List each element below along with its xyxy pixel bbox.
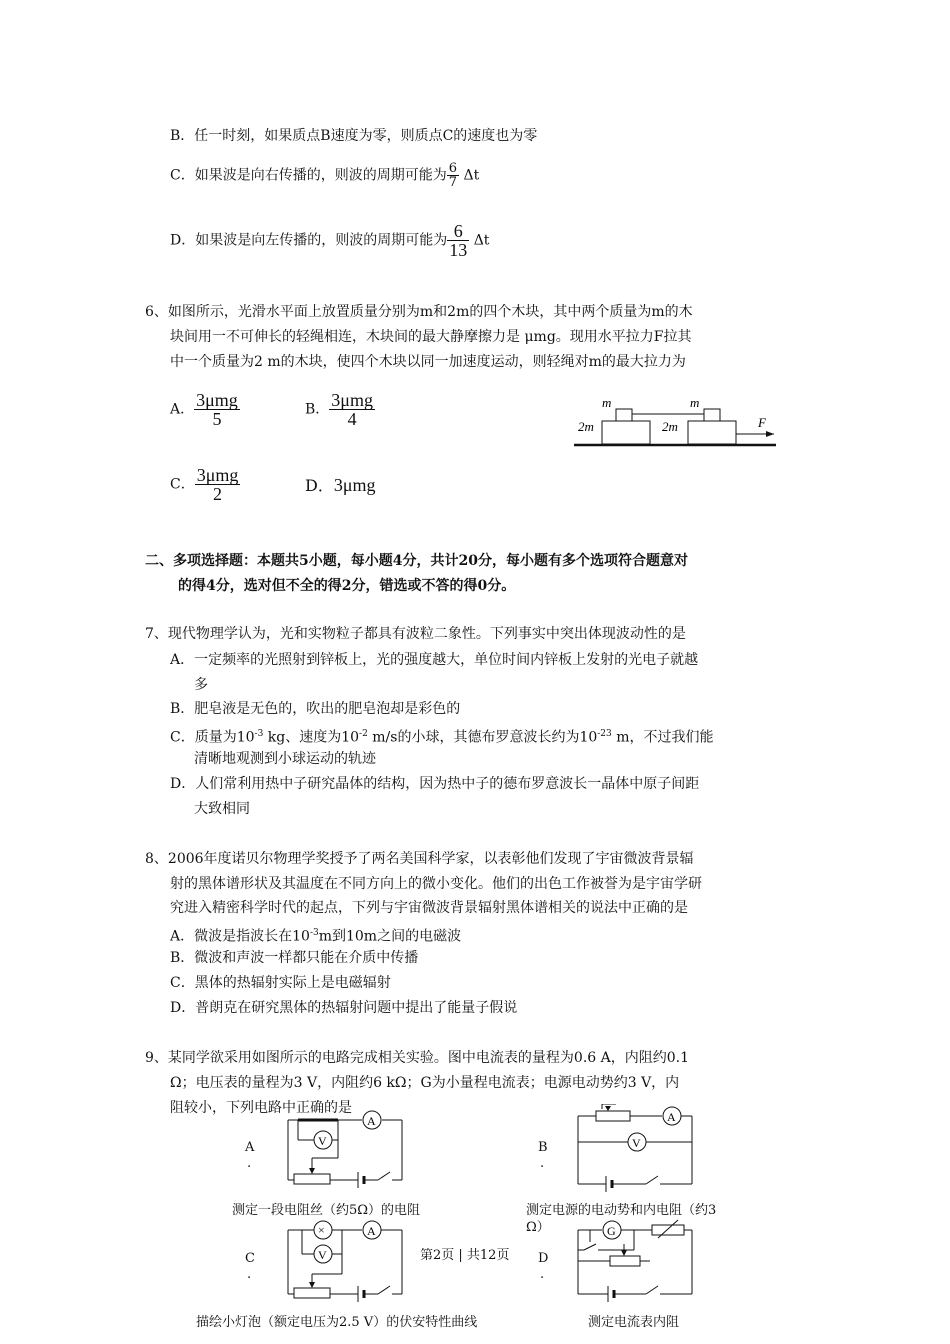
q5-option-d-delta: Δt xyxy=(473,232,490,249)
q6-option-c: C． $\frac{\text{3μmg}}{2}$ xyxy=(170,465,239,504)
q6-fig-2m-1: 2m xyxy=(578,419,594,434)
q7-option-a-line2: 多 xyxy=(194,677,208,693)
q9-circuit-b xyxy=(570,1104,700,1194)
q9-fig-a-voltmeter: V xyxy=(318,1134,327,1148)
q6-fig-m1: m xyxy=(602,395,612,410)
q9-fig-d-dot: . xyxy=(540,1267,545,1282)
q6-stem-line1: 6、如图所示，光滑水平面上放置质量分别为m和2m的四个木块，其中两个质量为m的木 xyxy=(145,304,693,320)
q9-fig-b-ammeter: A xyxy=(667,1110,676,1124)
q9-fig-d-galvanometer: G xyxy=(607,1224,616,1238)
q5-option-d xyxy=(170,222,489,259)
q6-option-a: A． $\frac{\text{3μmg}}{5}$ xyxy=(170,390,238,429)
q9-caption-d: 测定电流表内阻 xyxy=(588,1315,680,1330)
q5-option-d-fraction: $\frac{6}{13}$ xyxy=(449,221,468,260)
q9-caption-a: 测定一段电阻丝（约5Ω）的电阻 xyxy=(232,1203,421,1218)
q9-stem-line3: 阻较小，下列电路中正确的是 xyxy=(170,1100,352,1116)
q9-fig-b-dot: . xyxy=(540,1156,545,1171)
q6-fig-force: F xyxy=(758,415,766,430)
q9-stem-line2: Ω；电压表的量程为3 V，内阻约6 kΩ；G为小量程电流表；电源电动势约3 V，内 xyxy=(170,1075,680,1091)
q9-caption-c: 描绘小灯泡（额定电压为2.5 V）的伏安特性曲线 xyxy=(196,1315,478,1330)
q6-option-b: B． $\frac{\text{3μmg}}{4}$ xyxy=(305,390,373,429)
q5-option-c-fraction: $\frac{6}{7}$ xyxy=(448,161,457,190)
q5-option-c-delta: Δt xyxy=(463,167,480,184)
q6-stem-line2: 块间用一不可伸长的轻绳相连，木块间的最大静摩擦力是 μmg。现用水平拉力F拉其 xyxy=(170,329,692,345)
q7-option-b: B．肥皂液是无色的，吹出的肥皂泡却是彩色的 xyxy=(170,701,461,717)
q9-fig-b-voltmeter: V xyxy=(632,1136,641,1150)
q6-fig-m2: m xyxy=(690,395,700,410)
q7-option-a-line1: A．一定频率的光照射到锌板上，光的强度越大，单位时间内锌板上发射的光电子就越 xyxy=(170,652,699,668)
q5-option-b: B．任一时刻，如果质点B速度为零，则质点C的速度也为零 xyxy=(170,128,538,144)
q7-stem: 7、现代物理学认为，光和实物粒子都具有波粒二象性。下列事实中突出体现波动性的是 xyxy=(145,626,686,642)
q9-fig-c-voltmeter: V xyxy=(318,1248,327,1262)
q9-circuit-c xyxy=(280,1218,410,1302)
q8-option-b: B．微波和声波一样都只能在介质中传播 xyxy=(170,950,419,966)
q9-fig-a-dot: . xyxy=(247,1156,252,1171)
q9-fig-b-label: B xyxy=(538,1140,548,1155)
q9-fig-c-lamp: × xyxy=(318,1223,325,1237)
q6-blocks-figure xyxy=(570,393,785,453)
q7-option-c-line1: C．质量为$10^{-3}$ kg、速度为$10^{-2}$ m/s的小球，其德布罗意波长约为$10^{-23}$ m，不过我们能 xyxy=(170,729,714,746)
q5-option-c-text: C．如果波是向右传播的，则波的周期可能为 xyxy=(170,167,447,184)
q9-caption-b-line1: 测定电源的电动势和内电阻（约3 xyxy=(526,1203,717,1218)
q9-fig-c-ammeter: A xyxy=(367,1224,376,1238)
q8-stem-line3: 究进入精密科学时代的起点，下列与宇宙微波背景辐射黑体谱相关的说法中正确的是 xyxy=(170,900,688,916)
q8-option-c: C．黑体的热辐射实际上是电磁辐射 xyxy=(170,975,391,991)
q5-option-d-text: D．如果波是向左传播的，则波的周期可能为 xyxy=(170,232,448,249)
q9-fig-a-label: A xyxy=(245,1140,255,1155)
section2-heading-line1: 二、多项选择题：本题共5小题，每小题4分，共计20分，每小题有多个选项符合题意对 xyxy=(145,553,688,569)
q6-stem-line3: 中一个质量为2 m的木块，使四个木块以同一加速度运动，则轻绳对m的最大拉力为 xyxy=(170,354,686,370)
q5-option-c xyxy=(170,162,479,189)
q9-circuit-a xyxy=(280,1108,410,1188)
q7-option-c-line2: 清晰地观测到小球运动的轨迹 xyxy=(194,751,376,767)
q8-option-a: A．微波是指波长在$10^{-3}m$到10m之间的电磁波 xyxy=(170,928,462,945)
q9-caption-b-line2: Ω） xyxy=(526,1220,550,1235)
q8-stem-line1: 8、2006年度诺贝尔物理学奖授予了两名美国科学家，以表彰他们发现了宇宙微波背景辐 xyxy=(145,851,694,867)
section2-heading-line2: 的得4分，选对但不全的得2分，错选或不答的得0分。 xyxy=(178,578,516,594)
q9-fig-c-dot: . xyxy=(247,1267,252,1282)
q9-circuit-d xyxy=(570,1218,700,1302)
page-footer: 第2页 | 共12页 xyxy=(420,1248,510,1263)
q7-option-d-line2: 大致相同 xyxy=(194,801,250,817)
q9-stem-line1: 9、某同学欲采用如图所示的电路完成相关实验。图中电流表的量程为0.6 A，内阻约0.1 xyxy=(145,1050,689,1066)
q8-option-d: D．普朗克在研究黑体的热辐射问题中提出了能量子假说 xyxy=(170,1000,518,1016)
q9-fig-a-ammeter: A xyxy=(367,1114,376,1128)
q6-option-d: D．3μmg xyxy=(305,475,376,495)
q8-stem-line2: 射的黑体谱形状及其温度在不同方向上的微小变化。他们的出色工作被誉为是宇宙学研 xyxy=(170,876,702,892)
q7-option-d-line1: D．人们常利用热中子研究晶体的结构，因为热中子的德布罗意波长一晶体中原子间距 xyxy=(170,776,700,792)
q9-fig-c-label: C xyxy=(245,1251,255,1266)
q6-fig-2m-2: 2m xyxy=(662,419,678,434)
q9-fig-d-label: D xyxy=(538,1251,549,1266)
